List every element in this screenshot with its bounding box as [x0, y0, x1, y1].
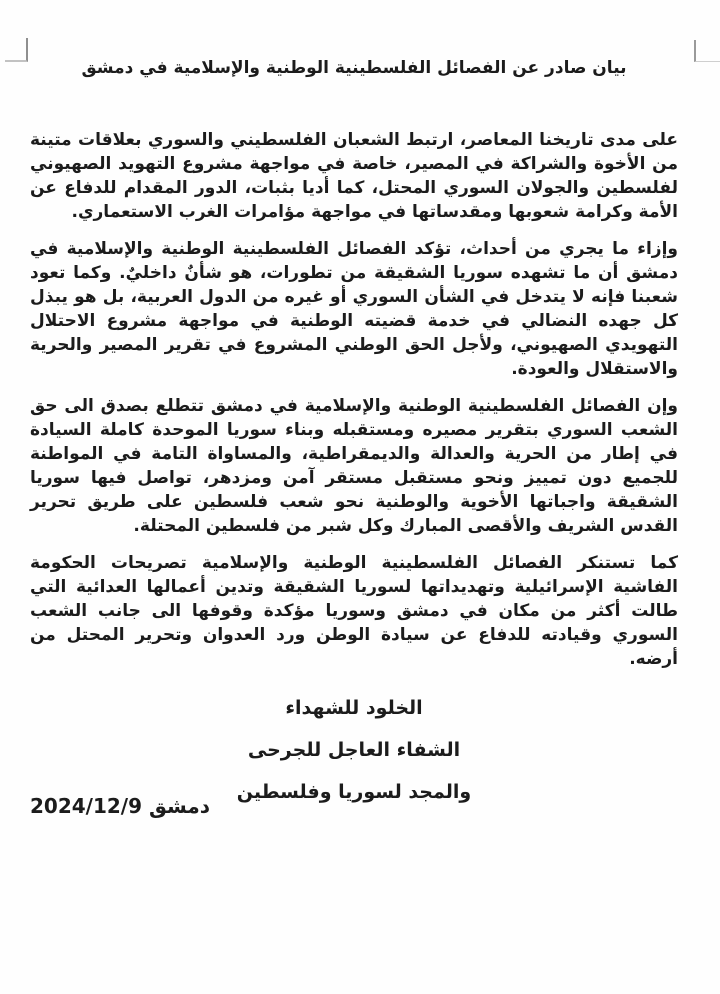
statement-paragraph-3: وإن الفصائل الفلسطينية الوطنية والإسلامية في دمشق تتطلع بصدق الى حق الشعب السوري بتقرير مصيره ومستقبله وبناء سوريا الموحدة كاملة السيادة في إطار من الحرية والعدالة والديمقراطية، والمساواة التامة في المواطنة للجميع دون تمييز ونحو مستقبل مستقر آمن ومزدهر، تواصل فيها سوريا الشقيقة واجباتها الأخوية والوطنية نحو شعب فلسطين على طريق تحرير القدس الشريف والأقصى المبارك وكل شبر من فلسطين المحتلة.: [30, 396, 678, 536]
statement-paragraph-4: كما تستنكر الفصائل الفلسطينية الوطنية والإسلامية تصريحات الحكومة الفاشية الإسرائيلية وتهديداتها لسوريا الشقيقة وتدين أعمالها العدائية التي طالت أكثر من مكان في دمشق وسوريا مؤكدة وقوفها الى جانب الشعب السوري وقيادته للدفاع عن سيادة الوطن ورد العدوان وتحرير المحتل من أرضه.: [30, 553, 678, 669]
statement-paragraph-1: على مدى تاريخنا المعاصر، ارتبط الشعبان الفلسطيني والسوري بعلاقات متينة من الأخوة والشراكة في المصير، خاصة في مواجهة مشروع التهويد الصهيوني لفلسطين والجولان السوري المحتل، كما أديا بثبات، الدور المقدام للدفاع عن الأمة وكرامة شعوبها ومقدساتها في مواجهة مؤامرات الغرب الاستعماري.: [30, 130, 678, 222]
scan-fold-mark-right: [694, 40, 720, 62]
closing-slogans: [30, 697, 678, 804]
slogan-martyrs: الخلود للشهداء: [285, 697, 423, 719]
date-place-line: دمشق 2024/12/9: [30, 794, 211, 818]
slogan-wounded: الشفاء العاجل للجرحى: [247, 739, 461, 761]
statement-paragraph-2: وإزاء ما يجري من أحداث، تؤكد الفصائل الفلسطينية الوطنية والإسلامية في دمشق أن ما تشهده سوريا الشقيقة من تطورات، هو شأنٌ داخليٌ. وكما تعود شعبنا فإنه لا يتدخل في الشأن السوري أو غيره من الدول العربية، بل هو يبذل كل جهده النضالي في خدمة قضيته الوطنية في مواجهة مشروع الاحتلال التهويدي الصهيوني، ولأجل الحق الوطني المشروع في تقرير المصير والحرية والاستقلال والعودة.: [30, 239, 678, 379]
scan-fold-mark-left: [5, 38, 28, 62]
slogan-glory: والمجد لسوريا وفلسطين: [236, 781, 472, 803]
statement-title: بيان صادر عن الفصائل الفلسطينية الوطنية والإسلامية في دمشق: [81, 58, 627, 78]
